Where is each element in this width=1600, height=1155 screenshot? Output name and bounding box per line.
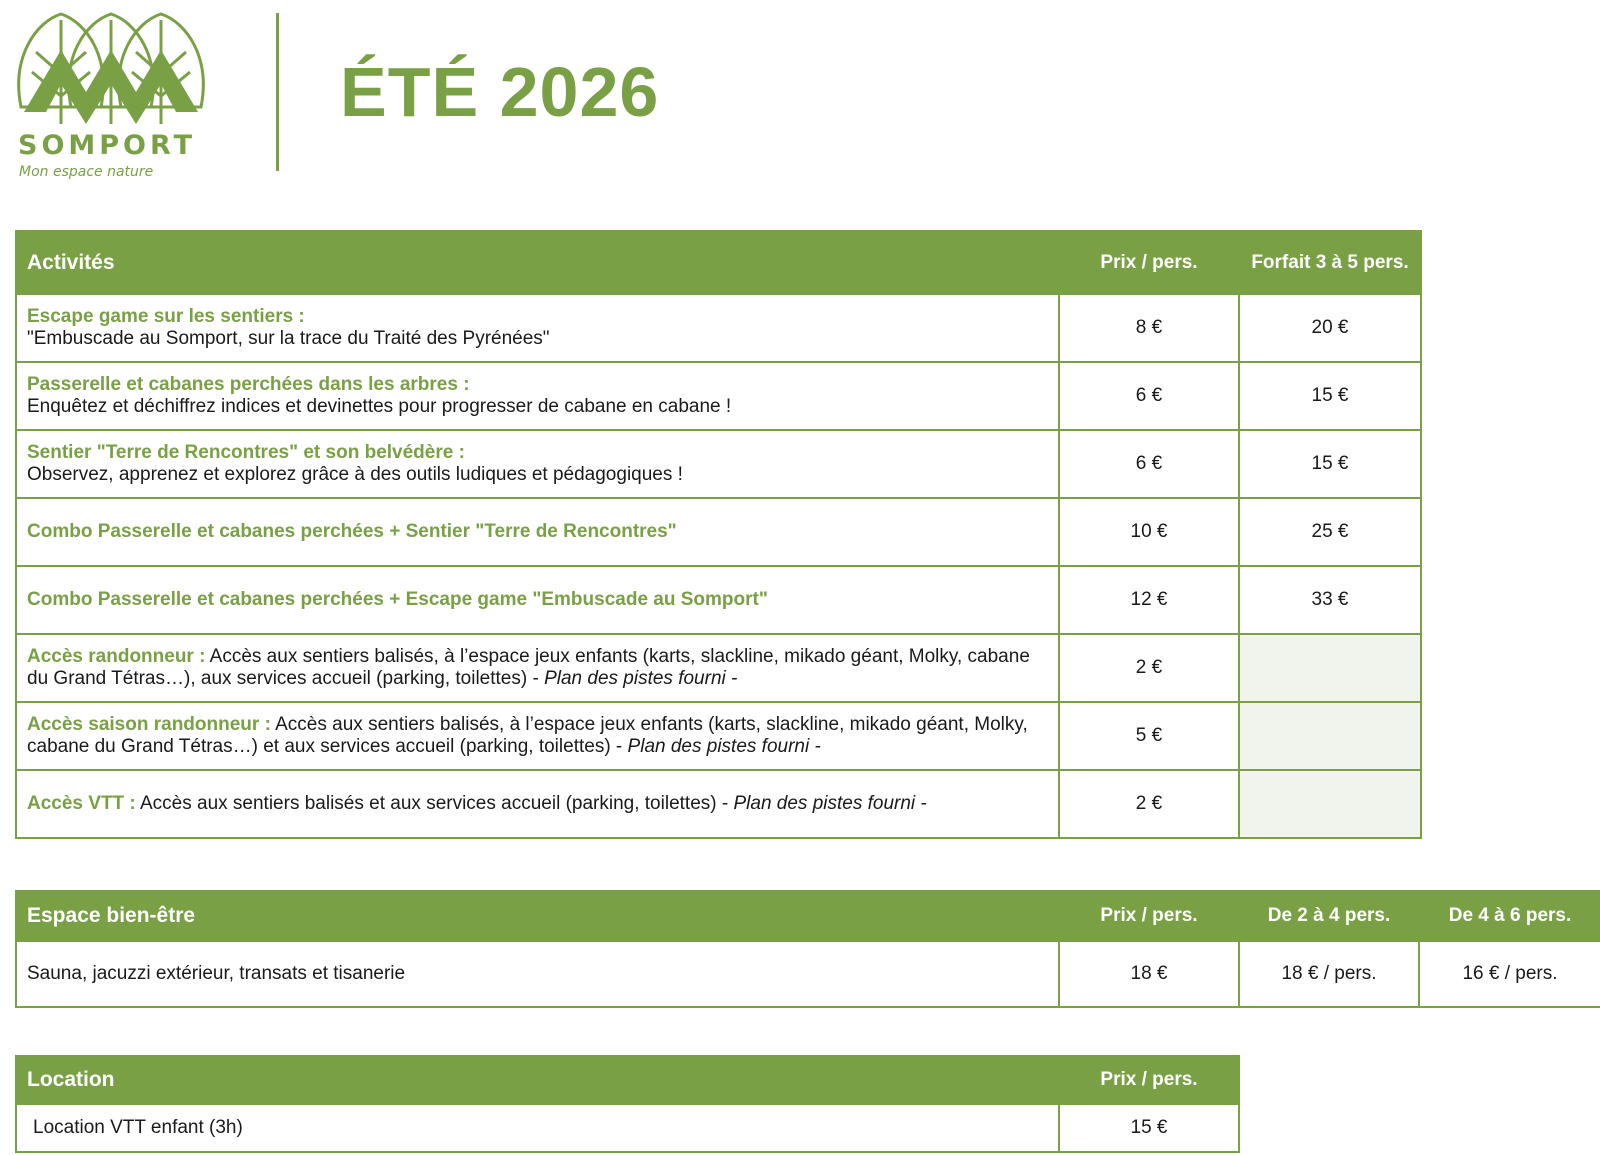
header-group-2-4: De 2 à 4 pers. [1239,891,1419,941]
rental-price: 15 € [1059,1104,1239,1152]
activity-description [16,634,1059,702]
wellness-price: 18 € [1059,941,1239,1007]
header-price-per-person: Prix / pers. [1059,231,1239,294]
activity-package-price: 15 € [1239,362,1421,430]
rental-header-row [16,1056,1239,1104]
activity-package-price: 33 € [1239,566,1421,634]
activity-price: 8 € [1059,294,1239,362]
activity-description [16,294,1059,362]
activity-package-price: 15 € [1239,430,1421,498]
table-row [16,294,1421,362]
logo-wordmark: SOMPORT [18,130,197,161]
rental-price-table [15,1055,1240,1153]
somport-logo [16,12,221,180]
rental-label: Location VTT enfant (3h) [16,1104,1059,1152]
activities-header-row [16,231,1421,294]
page-title: ÉTÉ 2026 [340,53,660,131]
table-row [16,362,1421,430]
activity-details: Enquêtez et déchiffrez indices et devinettes pour progresser de cabane en cabane ! [27,396,732,417]
header-group-4-6: De 4 à 6 pers. [1419,891,1600,941]
activity-name: Escape game sur les sentiers : [27,306,305,327]
activity-details: Accès aux sentiers balisés, à l’espace jeux enfants (karts, slackline, mikado géant, Molky, cabane du Grand Tétras…) et aux services accueil (parking, toilettes) - [27,714,1028,757]
activity-description [16,702,1059,770]
activity-name: Combo Passerelle et cabanes perchées + Sentier "Terre de Rencontres" [27,521,677,542]
table-row [16,770,1421,838]
header-divider [276,13,279,171]
activity-note: Plan des pistes fourni - [538,668,738,689]
table-row [16,498,1421,566]
activity-price: 6 € [1059,430,1239,498]
activity-details: Observez, apprenez et explorez grâce à des outils ludiques et pédagogiques ! [27,464,683,485]
activity-description [16,362,1059,430]
activity-price: 2 € [1059,634,1239,702]
wellness-label: Sauna, jacuzzi extérieur, transats et tisanerie [16,941,1059,1007]
activity-description [16,430,1059,498]
activity-price: 12 € [1059,566,1239,634]
activity-name: Combo Passerelle et cabanes perchées + Escape game "Embuscade au Somport" [27,589,768,610]
activity-name: Accès VTT : [27,793,136,814]
activity-name: Sentier "Terre de Rencontres" et son belvédère : [27,442,465,463]
activity-details: "Embuscade au Somport, sur la trace du Traité des Pyrénées" [27,328,550,349]
wellness-header-row [16,891,1600,941]
activity-price: 2 € [1059,770,1239,838]
activity-description [16,498,1059,566]
wellness-price-table [15,890,1600,1008]
three-leaves-logo-icon [16,12,206,127]
activity-package-price: 20 € [1239,294,1421,362]
activity-package-price: 25 € [1239,498,1421,566]
activity-package-price [1239,634,1421,702]
table-row [16,1104,1239,1152]
activity-price: 5 € [1059,702,1239,770]
header-package-3-5: Forfait 3 à 5 pers. [1239,231,1421,294]
activity-description [16,566,1059,634]
activities-price-table [15,230,1422,839]
activity-name: Accès randonneur : [27,646,206,667]
activity-description [16,770,1059,838]
table-row [16,634,1421,702]
header-wellness: Espace bien-être [16,891,1059,941]
wellness-group-large-price: 16 € / pers. [1419,941,1600,1007]
table-row [16,566,1421,634]
activity-note: Plan des pistes fourni - [622,736,821,757]
activity-price: 10 € [1059,498,1239,566]
header-activities: Activités [16,231,1059,294]
header-price-per-person: Prix / pers. [1059,891,1239,941]
header-rental: Location [16,1056,1059,1104]
logo-tagline: Mon espace nature [19,164,154,180]
activity-note: Plan des pistes fourni - [728,793,927,814]
table-row [16,702,1421,770]
activity-name: Passerelle et cabanes perchées dans les arbres : [27,374,470,395]
table-row [16,430,1421,498]
activity-package-price [1239,702,1421,770]
activity-price: 6 € [1059,362,1239,430]
header-price-per-person: Prix / pers. [1059,1056,1239,1104]
activity-details: Accès aux sentiers balisés et aux services accueil (parking, toilettes) - [135,793,729,814]
wellness-group-small-price: 18 € / pers. [1239,941,1419,1007]
activity-name: Accès saison randonneur : [27,714,271,735]
activity-details: Accès aux sentiers balisés, à l’espace jeux enfants (karts, slackline, mikado géant, Molky, cabane du Grand Tétras…), aux services accueil (parking, toilettes) - [27,646,1030,689]
activity-package-price [1239,770,1421,838]
table-row [16,941,1600,1007]
